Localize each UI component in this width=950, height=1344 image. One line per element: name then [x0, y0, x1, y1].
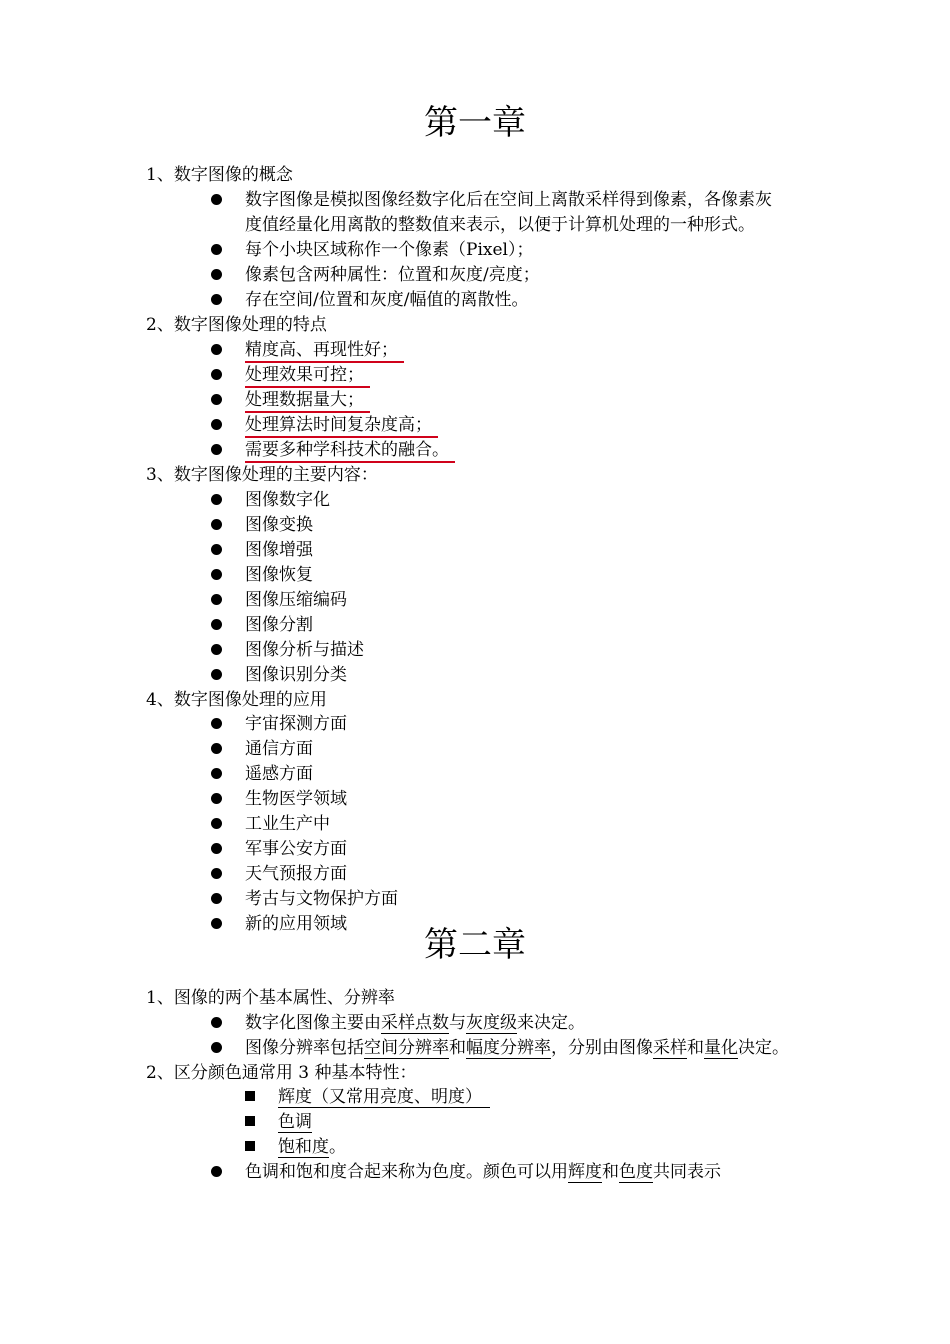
- list-item: 宇宙探测方面: [245, 714, 347, 734]
- list-item: 图像分割: [245, 615, 313, 635]
- bullet-icon: [211, 594, 222, 605]
- bullet-icon: [211, 369, 222, 380]
- bullet-icon: [211, 1042, 222, 1053]
- list-item: 图像压缩编码: [245, 590, 347, 610]
- text-run: 共同表示: [653, 1162, 721, 1182]
- underlined-term: 灰度级: [466, 1013, 517, 1033]
- square-bullet-icon: [245, 1091, 255, 1101]
- list-item: 数字图像是模拟图像经数字化后在空间上离散采样得到像素，各像素灰: [245, 190, 772, 210]
- sub-list-item: [278, 1111, 312, 1133]
- bullet-icon: [211, 768, 222, 779]
- text-run: 决定。: [738, 1038, 789, 1058]
- list-item: 图像分析与描述: [245, 640, 364, 660]
- list-item: 遥感方面: [245, 764, 313, 784]
- bullet-icon: [211, 893, 222, 904]
- bullet-icon: [211, 519, 222, 530]
- text-run: 与: [449, 1013, 466, 1033]
- list-item: 像素包含两种属性：位置和灰度/亮度；: [245, 265, 540, 285]
- bullet-icon: [211, 544, 222, 555]
- list-item: 军事公安方面: [245, 839, 347, 859]
- red-underlined-text: 处理数据量大；: [245, 390, 370, 413]
- list-item: 存在空间/位置和灰度/幅值的离散性。: [245, 290, 529, 310]
- list-item: 天气预报方面: [245, 864, 347, 884]
- red-underlined-text: 处理效果可控；: [245, 365, 370, 388]
- underlined-term: 辉度（又常用亮度、明度）: [278, 1087, 490, 1108]
- bullet-icon: [211, 344, 222, 355]
- list-item: 图像变换: [245, 515, 313, 535]
- bullet-icon: [211, 743, 222, 754]
- red-underlined-text: 需要多种学科技术的融合。: [245, 440, 455, 463]
- bullet-icon: [211, 394, 222, 405]
- red-underlined-text: 精度高、再现性好；: [245, 340, 404, 363]
- section-heading: 1、图像的两个基本属性、分辨率: [146, 988, 395, 1008]
- list-item: [245, 389, 370, 411]
- square-bullet-icon: [245, 1116, 255, 1126]
- list-item: [245, 439, 455, 461]
- list-item: [245, 1012, 585, 1034]
- list-item: 图像增强: [245, 540, 313, 560]
- bullet-icon: [211, 269, 222, 280]
- underlined-term: 采样点数: [381, 1013, 449, 1033]
- text-run: 。: [329, 1137, 346, 1157]
- underlined-term: 采样: [653, 1038, 687, 1058]
- section-heading: 2、数字图像处理的特点: [146, 315, 327, 335]
- bullet-icon: [211, 619, 222, 630]
- text-run: 和: [602, 1162, 619, 1182]
- list-item: 图像识别分类: [245, 665, 347, 685]
- list-item: 新的应用领域: [245, 914, 347, 934]
- text-run: 和: [687, 1038, 704, 1058]
- bullet-icon: [211, 294, 222, 305]
- list-item: [245, 1037, 789, 1059]
- chapter-2-title: 第二章: [424, 925, 526, 965]
- bullet-icon: [211, 718, 222, 729]
- bullet-icon: [211, 818, 222, 829]
- underlined-term: 色调: [278, 1112, 312, 1132]
- sub-list-item: [278, 1086, 490, 1108]
- sub-list-item: [278, 1136, 346, 1158]
- bullet-icon: [211, 194, 222, 205]
- section-heading: 3、数字图像处理的主要内容：: [146, 465, 378, 485]
- bullet-icon: [211, 669, 222, 680]
- list-item: 每个小块区域称作一个像素（Pixel）；: [245, 240, 534, 260]
- bullet-icon: [211, 1017, 222, 1028]
- bullet-icon: [211, 843, 222, 854]
- bullet-icon: [211, 244, 222, 255]
- bullet-icon: [211, 868, 222, 879]
- underlined-term: 量化: [704, 1038, 738, 1058]
- underlined-term: 辉度: [568, 1162, 602, 1182]
- bullet-icon: [211, 793, 222, 804]
- text-run: 和: [449, 1038, 466, 1058]
- section-heading: 4、数字图像处理的应用: [146, 690, 327, 710]
- bullet-icon: [211, 1166, 222, 1177]
- list-item: [245, 339, 404, 361]
- underlined-term: 空间分辨率: [364, 1038, 449, 1058]
- list-item: 图像恢复: [245, 565, 313, 585]
- underlined-term: 幅度分辨率: [466, 1038, 551, 1058]
- underlined-term: 色度: [619, 1162, 653, 1182]
- section-heading: 2、区分颜色通常用 3 种基本特性：: [146, 1063, 417, 1083]
- list-item: [245, 364, 370, 386]
- list-item: 工业生产中: [245, 814, 330, 834]
- list-item-continuation: 度值经量化用离散的整数值来表示，以便于计算机处理的一种形式。: [245, 215, 755, 235]
- text-run: 来决定。: [517, 1013, 585, 1033]
- list-item: 考古与文物保护方面: [245, 889, 398, 909]
- bullet-icon: [211, 569, 222, 580]
- list-item: 图像数字化: [245, 490, 330, 510]
- list-item: 通信方面: [245, 739, 313, 759]
- section-heading: 1、数字图像的概念: [146, 165, 293, 185]
- bullet-icon: [211, 644, 222, 655]
- list-item: [245, 1161, 721, 1183]
- text-run: 图像分辨率包括: [245, 1038, 364, 1058]
- list-item: 生物医学领域: [245, 789, 347, 809]
- red-underlined-text: 处理算法时间复杂度高；: [245, 415, 438, 438]
- text-run: ，分别由图像: [551, 1038, 653, 1058]
- bullet-icon: [211, 444, 222, 455]
- square-bullet-icon: [245, 1141, 255, 1151]
- underlined-term: 饱和度: [278, 1137, 329, 1157]
- text-run: 色调和饱和度合起来称为色度。颜色可以用: [245, 1162, 568, 1182]
- bullet-icon: [211, 419, 222, 430]
- list-item: [245, 414, 438, 436]
- text-run: 数字化图像主要由: [245, 1013, 381, 1033]
- chapter-1-title: 第一章: [424, 103, 526, 143]
- bullet-icon: [211, 494, 222, 505]
